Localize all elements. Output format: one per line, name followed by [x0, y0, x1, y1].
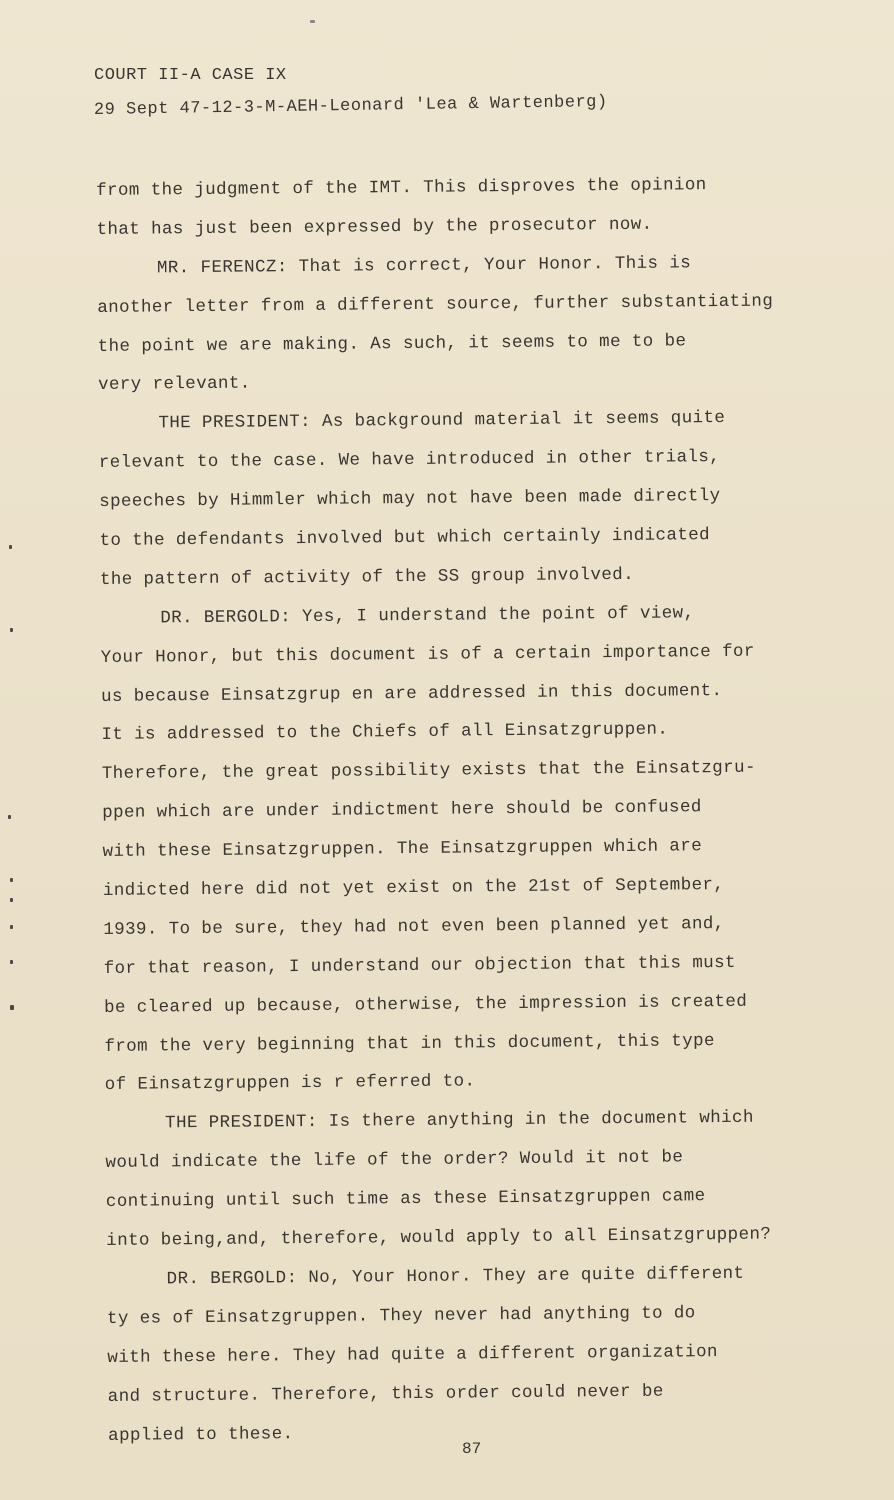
- text-line: applied to these.: [108, 1423, 294, 1446]
- speaker-line-president: THE PRESIDENT: As background material it seems quite: [158, 408, 726, 434]
- margin-mark: [9, 545, 12, 549]
- text-line: be cleared up because, otherwise, the impression is created: [103, 991, 748, 1018]
- text-line: for that reason, I understand our objection that this must: [103, 952, 737, 979]
- text-line: It is addressed to the Chiefs of all Einsatzgruppen.: [101, 720, 669, 746]
- text-line: Therefore, the great possibility exists that the Einsatzgru-: [101, 758, 756, 785]
- speaker-line-bergold: DR. BERGOLD: No, Your Honor. They are quite different: [166, 1263, 745, 1290]
- text-line: from the very beginning that in this document, this type: [104, 1030, 715, 1057]
- text-line: continuing until such time as these Einsatzgruppen came: [105, 1186, 706, 1213]
- text-line: from the judgment of the IMT. This disproves the opinion: [96, 175, 707, 201]
- text-line: into being,and, therefore, would apply to all Einsatzgruppen?: [106, 1224, 772, 1251]
- text-line: of Einsatzgruppen is r eferred to.: [104, 1071, 476, 1096]
- text-line: and structure. Therefore, this order could never be: [107, 1381, 664, 1407]
- margin-mark: [10, 925, 13, 929]
- margin-mark: [10, 628, 13, 632]
- text-line: with these here. They had quite a different organization: [107, 1341, 718, 1368]
- margin-mark: [10, 898, 13, 902]
- text-line: very relevant.: [97, 373, 251, 396]
- text-line: indicted here did not yet exist on the 21st of September,: [102, 875, 725, 901]
- text-line: that has just been expressed by the prosecutor now.: [96, 214, 653, 240]
- text-line: another letter from a different source, further substantiating: [97, 291, 774, 318]
- text-line: to the defendants involved but which certainly indicated: [99, 525, 711, 551]
- text-line: would indicate the life of the order? Would it not be: [105, 1147, 684, 1174]
- transcript-reference-line: 29 Sept 47-12-3-M-AEH-Leonard 'Lea & Wartenberg): [93, 92, 608, 120]
- paper-speck: [310, 20, 315, 23]
- margin-mark: [10, 878, 13, 882]
- speaker-line-bergold: DR. BERGOLD: Yes, I understand the point of view,: [160, 603, 695, 629]
- court-case-line: COURT II-A CASE IX: [94, 66, 287, 85]
- margin-mark: [8, 815, 11, 819]
- speaker-line-president: THE PRESIDENT: Is there anything in the document which: [165, 1108, 754, 1134]
- text-line: speeches by Himmler which may not have been made directly: [99, 486, 721, 513]
- margin-mark: [10, 1005, 14, 1010]
- text-line: relevant to the case. We have introduced in other trials,: [98, 447, 721, 474]
- transcript-body: [96, 165, 838, 1455]
- margin-mark: [10, 960, 13, 964]
- speaker-line-ferencz: MR. FERENCZ: That is correct, Your Honor. This is: [156, 253, 692, 279]
- page-number: 87: [462, 1440, 482, 1458]
- case-header: [94, 66, 608, 120]
- text-line: 1939. To be sure, they had not even been planned yet and,: [103, 913, 725, 940]
- text-line: Your Honor, but this document is of a certain importance for: [100, 641, 755, 668]
- text-line: the point we are making. As such, it seems to me to be: [97, 330, 687, 357]
- text-line: ppen which are under indictment here should be confused: [102, 797, 702, 824]
- text-line: the pattern of activity of the SS group involved.: [99, 564, 635, 590]
- text-line: ty es of Einsatzgruppen. They never had anything to do: [106, 1303, 696, 1329]
- text-line: us because Einsatzgrup en are addressed in this document.: [100, 680, 723, 707]
- text-line: with these Einsatzgruppen. The Einsatzgruppen which are: [102, 836, 703, 863]
